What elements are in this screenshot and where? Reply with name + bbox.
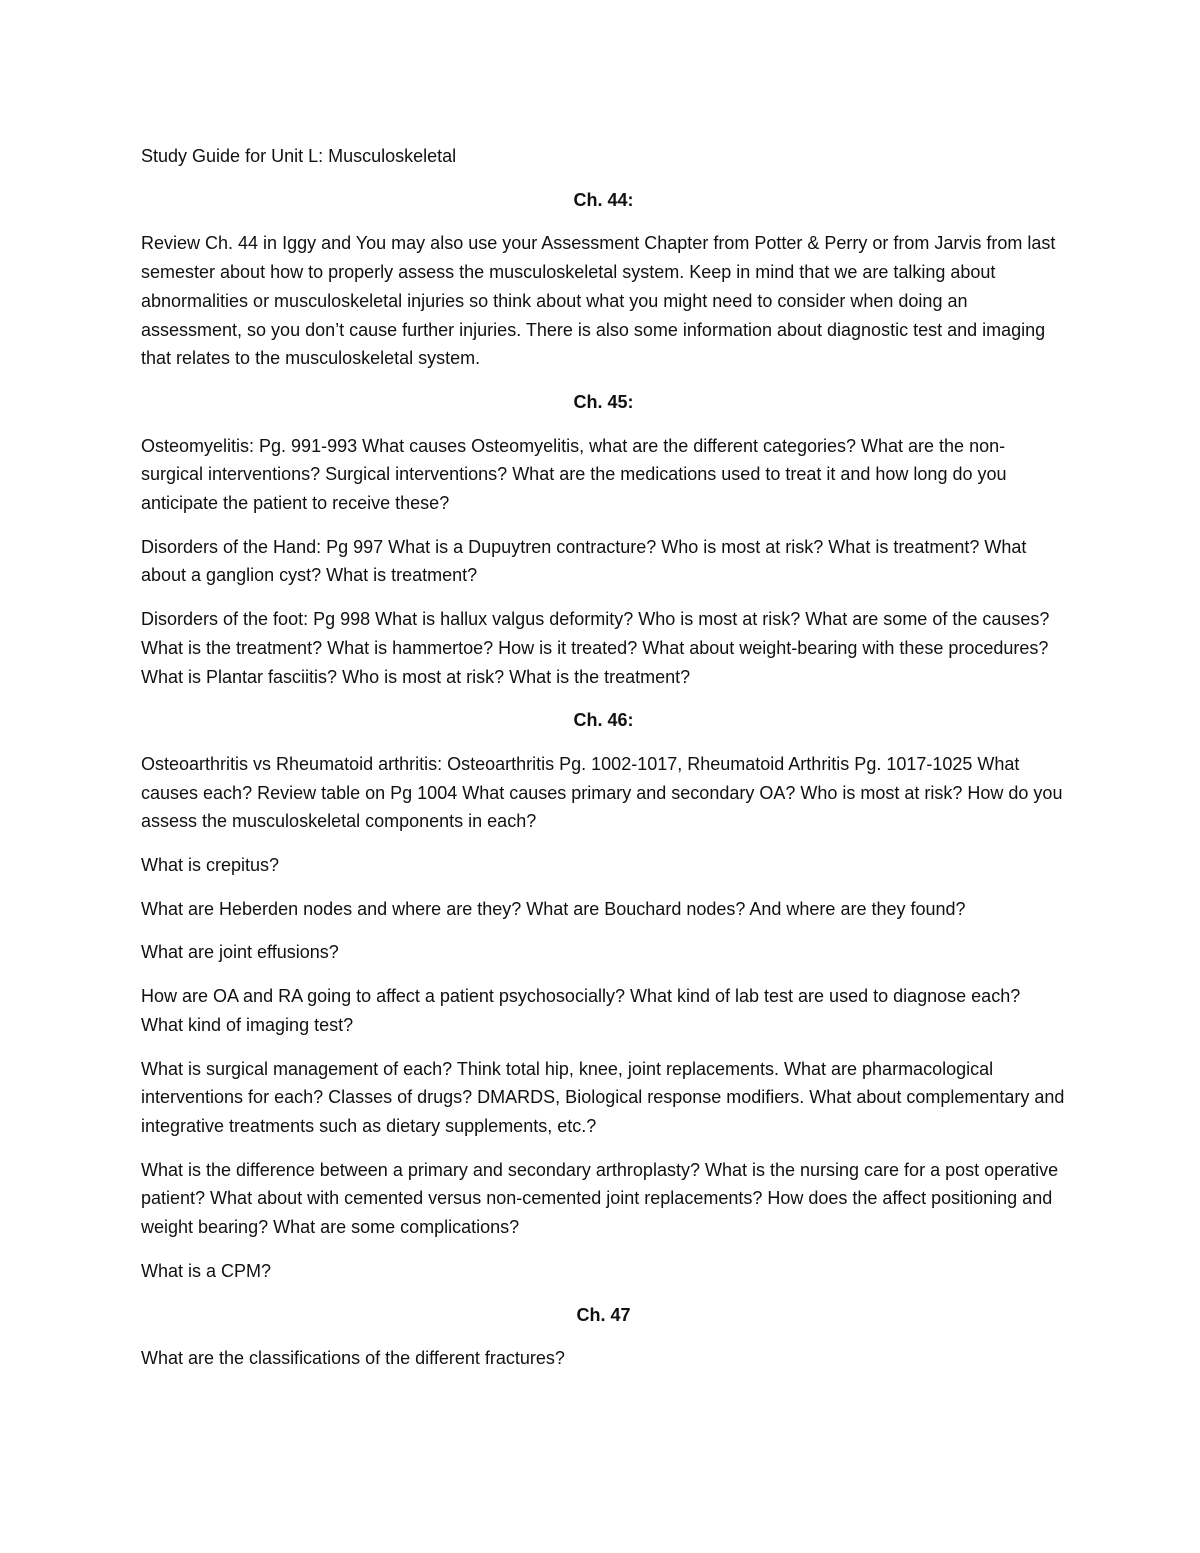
paragraph: What are joint effusions?	[141, 942, 339, 963]
paragraph: What is surgical management of each? Think total hip, knee, joint replacements. What are pharmacological interventions for each? Classes of drugs? DMARDS, Biological response modifiers. What about complementary and integrative treatments such as dietary supplements, etc.?	[141, 1058, 1065, 1136]
paragraph: Disorders of the foot: Pg 998 What is hallux valgus deformity? Who is most at risk? What are some of the causes? What is the treatment? What is hammertoe? How is it treated? What about weight-bearing with these procedures? What is Plantar fasciitis? Who is most at risk? What is the treatment?	[141, 609, 1050, 687]
paragraph: What is crepitus?	[141, 855, 280, 876]
paragraph: Disorders of the Hand: Pg 997 What is a Dupuytren contracture? Who is most at risk? What is treatment? What about a ganglion cyst? What is treatment?	[141, 536, 1027, 586]
paragraph: What is the difference between a primary and secondary arthroplasty? What is the nursing care for a post operative patient? What about with cemented versus non-cemented joint replacements? How does the affect positioning and weight bearing? What are some complications?	[141, 1159, 1059, 1238]
paragraph: Review Ch. 44 in Iggy and You may also use your Assessment Chapter from Potter & Perry or from Jarvis from last semester about how to properly assess the musculoskeletal system. Keep in mind that we are talking about abnormalities or musculoskeletal injuries so think about what you might need to consider when doing an assessment, so you don’t cause further injuries. There is also some information about diagnostic test and imaging that relates to the musculoskeletal system.	[141, 233, 1056, 369]
paragraph: Osteoarthritis vs Rheumatoid arthritis: Osteoarthritis Pg. 1002-1017, Rheumatoid Arthritis Pg. 1017-1025 What causes each? Review table on Pg 1004 What causes primary and secondary OA? Who is most at risk? How do you assess the musculoskeletal components in each?	[141, 753, 1063, 832]
paragraph: Osteomyelitis: Pg. 991-993 What causes Osteomyelitis, what are the different categories? What are the non-surgical interventions? Surgical interventions? What are the medications used to treat it and how long do you anticipate the patient to receive these?	[141, 435, 1007, 514]
document-body	[141, 142, 1066, 1388]
paragraph: What is a CPM?	[141, 1260, 272, 1281]
document-title: Study Guide for Unit L: Musculoskeletal	[141, 146, 457, 166]
section-heading-ch47: Ch. 47	[576, 1304, 631, 1325]
paragraph: What are Heberden nodes and where are they? What are Bouchard nodes? And where are they found?	[141, 898, 966, 919]
paragraph: How are OA and RA going to affect a patient psychosocially? What kind of lab test are used to diagnose each? What kind of imaging test?	[141, 986, 1021, 1035]
section-heading-ch44: Ch. 44:	[573, 189, 634, 210]
section-heading-ch46: Ch. 46:	[573, 710, 634, 731]
paragraph: What are the classifications of the different fractures?	[141, 1348, 565, 1369]
section-heading-ch45: Ch. 45:	[573, 391, 634, 412]
